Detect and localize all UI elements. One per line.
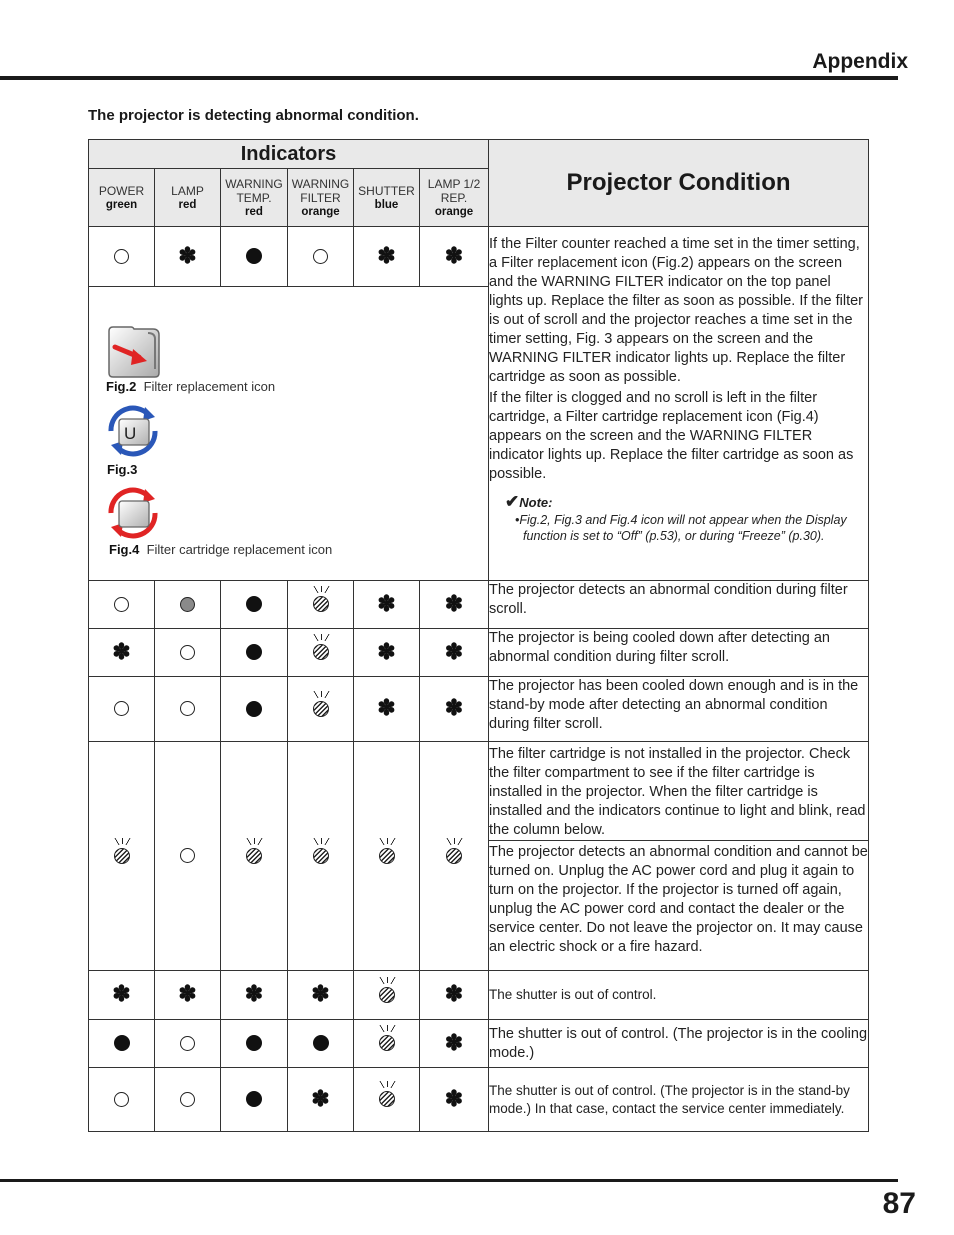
indicator-cell-lamp: [155, 677, 221, 742]
indicator-cell-warning-filter: [288, 971, 354, 1020]
indicator-off-icon: [180, 1036, 195, 1051]
condition-text: If the filter is clogged and no scroll is left in the filter cartridge, a Filter cartridge replacement icon (Fig.4) appears on the screen and the WARNING FILTER indicator lights up. Replace the filter cartridge as soon as possible.: [489, 390, 854, 482]
filter-cartridge-replacement-icon: [103, 483, 163, 543]
indicator-cell-shutter: [354, 742, 420, 971]
table-row: [89, 1068, 869, 1132]
footer-rule: [0, 1179, 898, 1182]
indicators-title: Indicators: [89, 140, 489, 169]
indicator-blink-icon: [379, 987, 395, 1003]
indicator-any-state-icon: ✽: [377, 242, 396, 269]
indicator-dim-icon: [180, 597, 195, 612]
indicator-blink-icon: [313, 848, 329, 864]
indicator-on-icon: [114, 1035, 130, 1051]
indicator-off-icon: [114, 597, 129, 612]
indicator-cell-power: [89, 1020, 155, 1068]
indicator-any-state-icon: ✽: [444, 981, 464, 1008]
indicator-cell-lamp-rep: [420, 227, 489, 287]
condition-text: The projector detects an abnormal condition and cannot be turned on. Unplug the AC power cord and plug it again to turn on the projector. If the projector is turned off again, unplug the AC power cord and contact the dealer or the service center. Do not leave the projector on. It may cause an electric shock or a fire hazard.: [489, 841, 869, 971]
indicator-cell-power: [89, 629, 155, 677]
indicator-cell-warning-filter: [288, 227, 354, 287]
indicator-any-state-icon: ✽: [444, 638, 464, 665]
indicator-any-state-icon: ✽: [444, 590, 464, 617]
indicator-cell-warning-temp: [221, 971, 288, 1020]
indicator-any-state-icon: ✽: [444, 1085, 464, 1112]
fig2-caption: Fig.2 Filter replacement icon: [106, 379, 276, 394]
indicator-cell-warning-filter: [288, 629, 354, 677]
indicator-any-state-icon: ✽: [377, 590, 396, 617]
indicator-off-icon: [180, 848, 195, 863]
indicator-any-state-icon: ✽: [444, 1029, 464, 1056]
indicator-blink-icon: [246, 848, 262, 864]
indicator-cell-warning-temp: [221, 629, 288, 677]
indicator-cell-lamp: [155, 971, 221, 1020]
table-row: [89, 581, 869, 629]
indicator-cell-power: [89, 742, 155, 971]
indicator-blink-icon: [313, 701, 329, 717]
col-lamp: LAMP red: [155, 169, 221, 227]
indicator-on-icon: [246, 596, 262, 612]
indicator-cell-warning-filter: [288, 677, 354, 742]
indicator-blink-icon: [114, 848, 130, 864]
indicator-off-icon: [114, 1092, 129, 1107]
table-row: [89, 227, 869, 287]
col-warning-temp: WARNING TEMP. red: [221, 169, 288, 227]
indicator-cell-shutter: [354, 971, 420, 1020]
indicator-blink-icon: [313, 644, 329, 660]
projector-condition-title: Projector Condition: [489, 140, 869, 227]
indicator-cell-warning-temp: [221, 677, 288, 742]
indicator-cell-shutter: [354, 1020, 420, 1068]
indicator-off-icon: [114, 249, 129, 264]
indicator-off-icon: [313, 249, 328, 264]
indicator-on-icon: [246, 644, 262, 660]
condition-text: The shutter is out of control. (The projector is in the stand-by mode.) In that case, contact the service center immediately.: [489, 1068, 869, 1132]
indicator-cell-shutter: [354, 581, 420, 629]
indicator-on-icon: [246, 248, 262, 264]
indicator-cell-lamp: [155, 742, 221, 971]
subheading: The projector is detecting abnormal condition.: [88, 107, 419, 124]
indicator-any-state-icon: ✽: [178, 981, 197, 1008]
indicator-blink-icon: [379, 1091, 395, 1107]
indicator-cell-warning-filter: [288, 742, 354, 971]
indicator-any-state-icon: ✽: [444, 695, 464, 722]
indicator-cell-power: [89, 227, 155, 287]
condition-text: If the Filter counter reached a time set in the timer setting, a Filter replacement icon (Fig.2) appears on the screen and the WARNING FILTER indicator on the top panel lights up. Replace the filter as soon as possible. If the filter is out of scroll and the projector reaches a time set in the timer setting, Fig. 3 appears on the screen and the WARNING FILTER indicator lights up. Replace the filter cartridge as soon as possible.: [489, 236, 863, 385]
indicator-cell-power: [89, 677, 155, 742]
indicator-cell-power: [89, 581, 155, 629]
section-title: Appendix: [812, 50, 908, 73]
indicator-cell-power: [89, 1068, 155, 1132]
page-number: 87: [882, 1187, 916, 1220]
indicator-any-state-icon: ✽: [444, 242, 464, 269]
table-row: [89, 971, 869, 1020]
indicator-blink-icon: [446, 848, 462, 864]
indicator-cell-lamp: [155, 1068, 221, 1132]
condition-text: The projector has been cooled down enough and is in the stand-by mode after detecting an abnormal condition during filter scroll.: [489, 677, 869, 742]
indicator-any-state-icon: ✽: [178, 242, 197, 269]
note-text: •Fig.2, Fig.3 and Fig.4 icon will not appear when the Display function is set to “Off” (p.53), or during “Freeze” (p.30).: [515, 513, 847, 543]
indicator-cell-warning-filter: [288, 581, 354, 629]
indicator-on-icon: [313, 1035, 329, 1051]
condition-filter-warning: [489, 227, 869, 581]
indicator-cell-lamp-rep: [420, 629, 489, 677]
condition-text: The shutter is out of control. (The projector is in the cooling mode.): [489, 1020, 869, 1068]
condition-text: The shutter is out of control.: [489, 971, 869, 1020]
indicator-cell-lamp: [155, 581, 221, 629]
indicator-on-icon: [246, 701, 262, 717]
checkmark-icon: ✔: [505, 492, 520, 511]
condition-text: The projector detects an abnormal condition during filter scroll.: [489, 581, 869, 629]
indicator-table: [88, 139, 869, 1132]
col-lamp-rep: LAMP 1/2 REP. orange: [420, 169, 489, 227]
indicator-on-icon: [246, 1091, 262, 1107]
indicator-cell-lamp-rep: [420, 581, 489, 629]
indicator-on-icon: [246, 1035, 262, 1051]
indicator-cell-warning-temp: [221, 1068, 288, 1132]
indicator-cell-lamp: [155, 227, 221, 287]
col-power: POWER green: [89, 169, 155, 227]
indicator-cell-lamp-rep: [420, 971, 489, 1020]
indicator-cell-lamp-rep: [420, 1068, 489, 1132]
indicator-cell-shutter: [354, 227, 420, 287]
indicator-any-state-icon: ✽: [112, 981, 131, 1008]
condition-text: The projector is being cooled down after detecting an abnormal condition during filter scroll.: [489, 629, 869, 677]
note-title: ✔Note:: [505, 492, 553, 511]
indicator-any-state-icon: ✽: [377, 638, 396, 665]
indicator-cell-warning-temp: [221, 742, 288, 971]
table-row: [89, 742, 869, 841]
fig4-caption: Fig.4 Filter cartridge replacement icon: [109, 542, 333, 557]
indicator-any-state-icon: ✽: [311, 1085, 330, 1112]
indicator-blink-icon: [379, 848, 395, 864]
indicator-cell-shutter: [354, 629, 420, 677]
figure-cell: [89, 287, 489, 581]
indicator-cell-warning-temp: [221, 581, 288, 629]
indicator-any-state-icon: ✽: [112, 638, 131, 665]
indicator-off-icon: [180, 645, 195, 660]
header-rule: [0, 76, 898, 80]
indicator-off-icon: [180, 1092, 195, 1107]
indicator-blink-icon: [379, 1035, 395, 1051]
condition-text: The filter cartridge is not installed in the projector. Check the filter compartment to see if the filter cartridge is installed in the projector. When the filter cartridge is installed and the indicators continue to light and blink, read the column below.: [489, 742, 869, 841]
indicator-any-state-icon: ✽: [244, 981, 264, 1008]
table-row: [89, 677, 869, 742]
col-warning-filter: WARNING FILTER orange: [288, 169, 354, 227]
fig3-letter: U: [124, 424, 137, 443]
indicator-cell-power: [89, 971, 155, 1020]
indicator-cell-lamp: [155, 1020, 221, 1068]
indicator-cell-warning-filter: [288, 1068, 354, 1132]
indicator-cell-warning-temp: [221, 227, 288, 287]
indicator-cell-warning-filter: [288, 1020, 354, 1068]
fig3-caption: Fig.3: [107, 462, 138, 477]
indicator-blink-icon: [313, 596, 329, 612]
filter-replacement-icon: [103, 323, 163, 383]
indicator-cell-lamp-rep: [420, 677, 489, 742]
indicator-cell-lamp-rep: [420, 742, 489, 971]
indicator-cell-lamp-rep: [420, 1020, 489, 1068]
indicator-cell-shutter: [354, 1068, 420, 1132]
col-shutter: SHUTTER blue: [354, 169, 420, 227]
indicator-any-state-icon: ✽: [377, 695, 396, 722]
table-row: [89, 629, 869, 677]
indicator-off-icon: [180, 701, 195, 716]
table-row: [89, 1020, 869, 1068]
indicator-cell-shutter: [354, 677, 420, 742]
indicator-cell-lamp: [155, 629, 221, 677]
indicator-cell-warning-temp: [221, 1020, 288, 1068]
indicator-off-icon: [114, 701, 129, 716]
indicator-any-state-icon: ✽: [311, 981, 330, 1008]
